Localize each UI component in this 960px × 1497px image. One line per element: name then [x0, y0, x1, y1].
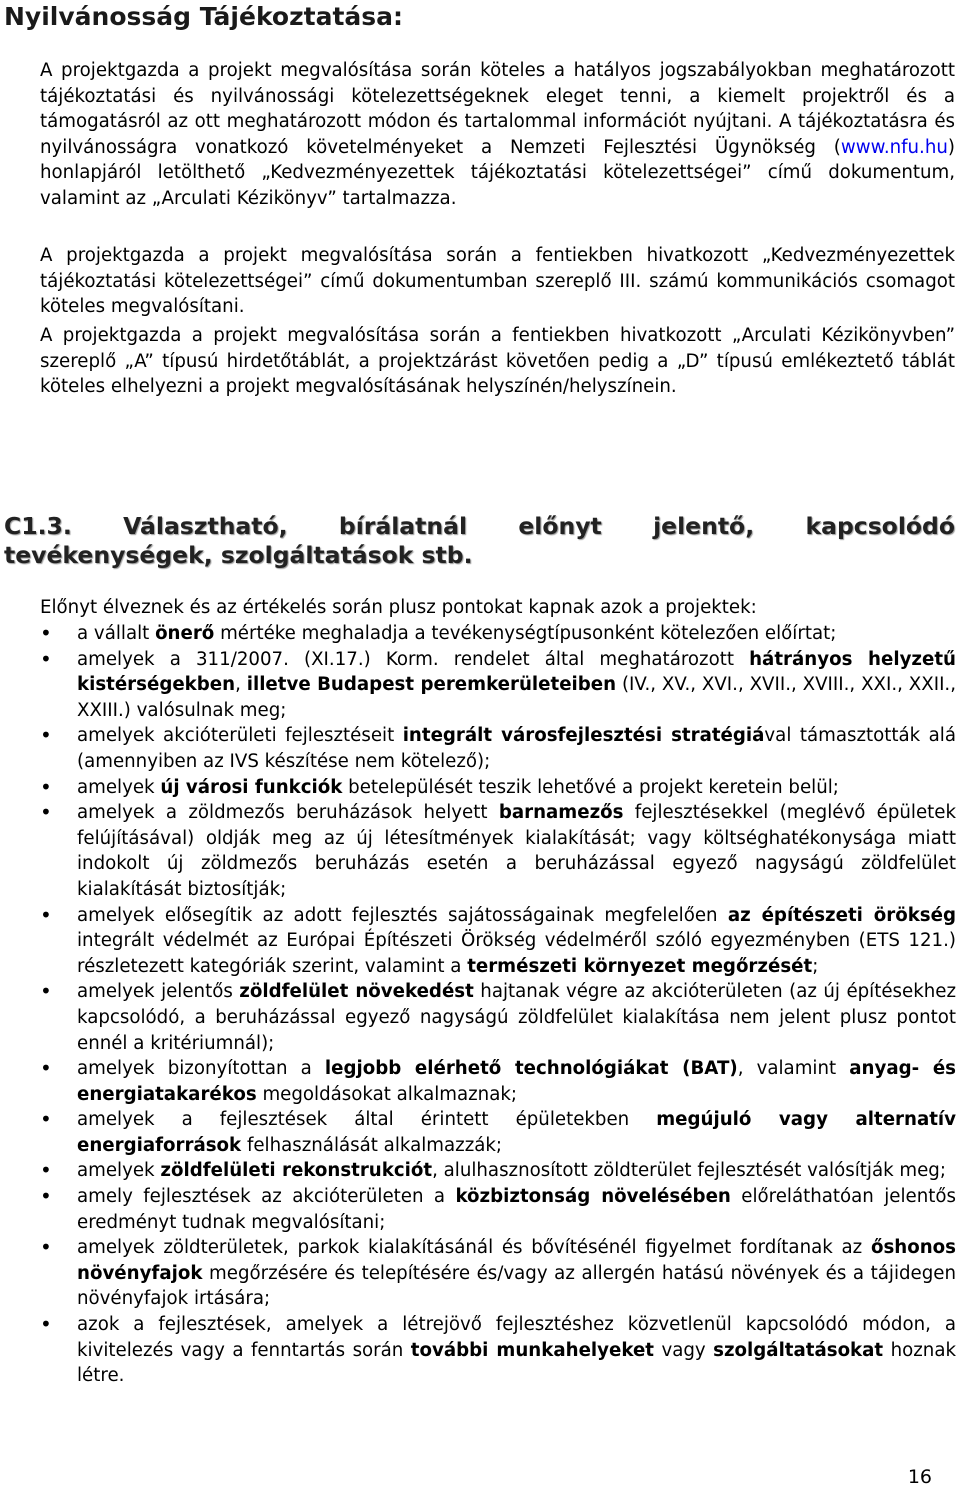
- section-heading-c13: C1.3. Választható, bírálatnál előnyt jelentő, kapcsolódó tevékenységek, szolgáltatások stb.: [4, 512, 955, 569]
- page-number: 16: [907, 1466, 932, 1488]
- list-item: • amelyek zöldfelületi rekonstrukciót, alulhasznosított zöldterület fejlesztését valósítják meg;: [40, 1158, 956, 1184]
- list-item: • amelyek új városi funkciók betelepülését teszik lehetővé a projekt keretein belül;: [40, 775, 956, 801]
- paragraph-billboard: A projektgazda a projekt megvalósítása során a fentiekben hivatkozott „Arculati Kézikönyvben” szereplő „A” típusú hirdetőtáblát, a projektzárást követően pedig a „D” típusú emlékeztető táblát köteles elhelyezni a projekt megvalósításának helyszínén/helyszínein.: [40, 325, 955, 398]
- list-item: • amelyek akcióterületi fejlesztéseit integrált városfejlesztési stratégiával támasztották alá (amennyiben az IVS készítése nem kötelező);: [40, 723, 956, 774]
- paragraph-text: ) honlapjáról letölthető „Kedvezményezettek tájékoztatási kötelezettségei” című dokumentum, valamint az „Arculati Kézikönyv” tartalmazza.: [40, 136, 955, 209]
- benefits-list: [40, 621, 956, 1389]
- publicity-heading: Nyilvánosság Tájékoztatása:: [4, 2, 404, 31]
- list-item: • amely fejlesztések az akcióterületen a közbiztonság növelésében előreláthatóan jelentős eredményt tudnak megvalósítani;: [40, 1184, 956, 1235]
- list-item: • a vállalt önerő mértéke meghaladja a tevékenységtípusonként kötelezően előírtat;: [40, 621, 956, 647]
- benefits-intro: Előnyt élveznek és az értékelés során plusz pontokat kapnak azok a projektek:: [40, 597, 757, 618]
- paragraph-communication-package: A projektgazda a projekt megvalósítása során a fentiekben hivatkozott „Kedvezményezettek tájékoztatási kötelezettségei” című dokumentumban szereplő III. számú kommunikációs csomagot köteles megvalósítani.: [40, 245, 955, 318]
- list-item: • azok a fejlesztések, amelyek a létrejövő fejlesztéshez közvetlenül kapcsolódó módon, a kivitelezés vagy a fenntartás során további munkahelyeket vagy szolgáltatásokat hoznak létre.: [40, 1312, 956, 1389]
- nfu-link[interactable]: www.nfu.hu: [840, 136, 948, 158]
- list-item: • amelyek a fejlesztések által érintett épületekben megújuló vagy alternatív energiaforrások felhasználását alkalmazzák;: [40, 1107, 956, 1158]
- list-item: • amelyek jelentős zöldfelület növekedést hajtanak végre az akcióterületen (az új építésekhez kapcsolódó, a beruházással egyező nagyságú zöldfelület kialakítása nem jelent plusz pontot ennél a kritériumnál);: [40, 979, 956, 1056]
- list-item: • amelyek a 311/2007. (XI.17.) Korm. rendelet által meghatározott hátrányos helyzetű kistérségekben, illetve Budapest peremkerületeiben (IV., XV., XVI., XVII., XVIII., XXI., XXII., XXIII.) valósulnak meg;: [40, 647, 956, 724]
- list-item: • amelyek bizonyítottan a legjobb elérhető technológiákat (BAT), valamint anyag- és energiatakarékos megoldásokat alkalmaznak;: [40, 1056, 956, 1107]
- paragraph-publicity-obligations: [40, 58, 955, 212]
- paragraph-text: A projektgazda a projekt megvalósítása során köteles a hatályos jogszabályokban meghatározott tájékoztatási és nyilvánossági kötelezettségeknek eleget tenni, a kiemelt projektről és a támogatásról az ott meghatározott módon és tartalommal információt nyújtani. A tájékoztatásra és nyilvánosságra vonatkozó követelményeket a Nemzeti Fejlesztési Ügynökség (: [40, 60, 955, 158]
- list-item: • amelyek elősegítik az adott fejlesztés sajátosságainak megfelelően az építészeti örökség integrált védelmét az Európai Építészeti Örökség védelméről szóló egyezményben (ETS 121.) részletezett kategóriák szerint, valamint a természeti környezet megőrzését;: [40, 903, 956, 980]
- list-item: • amelyek a zöldmezős beruházások helyett barnamezős fejlesztésekkel (meglévő épületek felújításával) oldják meg az új létesítmények kialakítását; vagy költséghatékonysága miatt indokolt új zöldmezős beruházás esetén a beruházással egyező nagyságú zöldfelület kialakítását biztosítják;: [40, 800, 956, 902]
- list-item: • amelyek zöldterületek, parkok kialakításánál és bővítésénél figyelmet fordítanak az őshonos növényfajok megőrzésére és telepítésére és/vagy az allergén hatású növények és a tájidegen növényfajok irtására;: [40, 1235, 956, 1312]
